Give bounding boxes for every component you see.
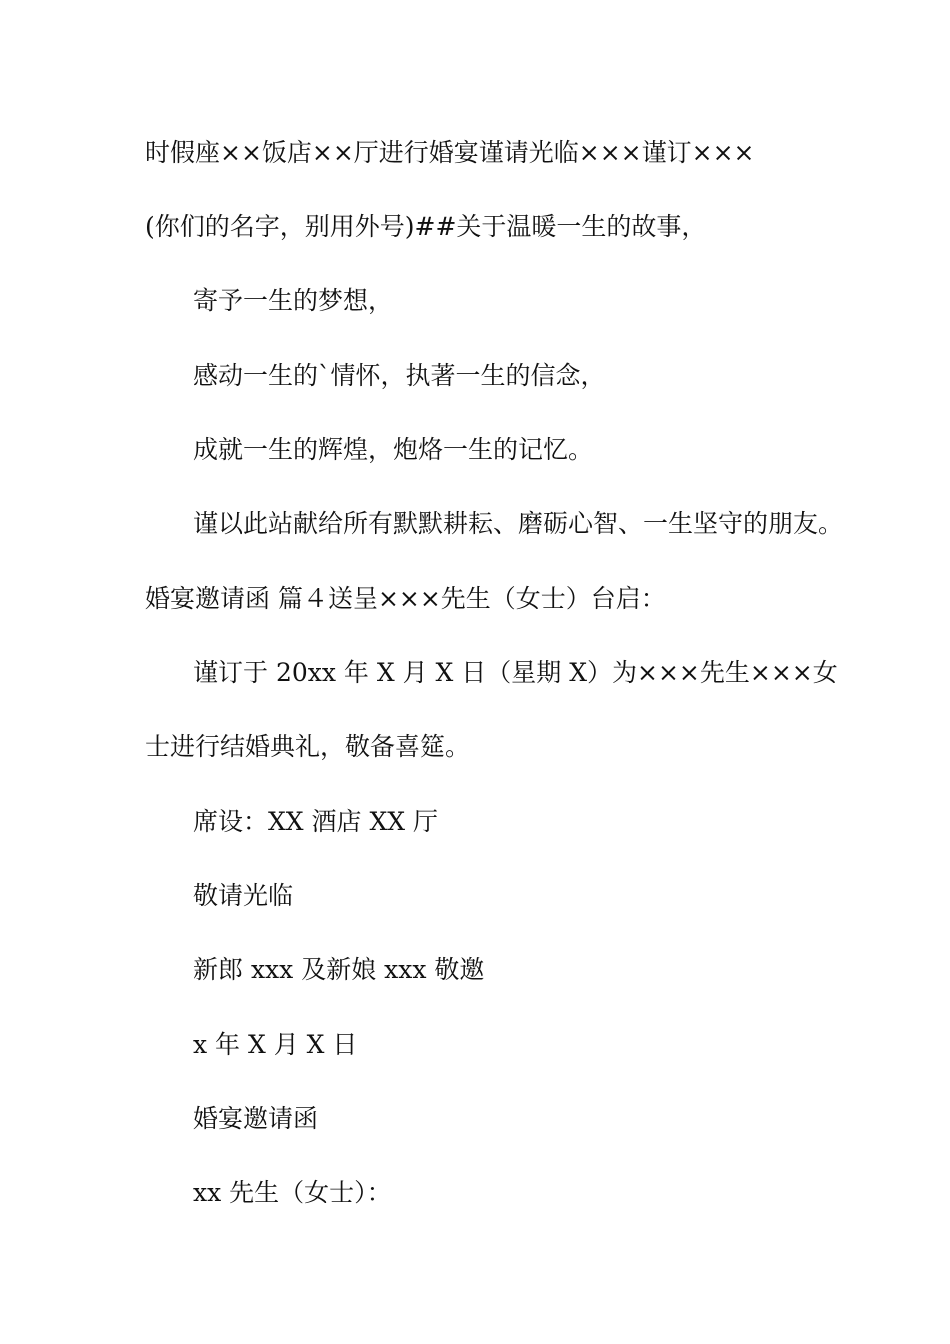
section-heading-line: 婚宴邀请函 篇４送呈×××先生（女士）台启：: [145, 584, 666, 613]
salutation-line: xx 先生（女士）：: [193, 1178, 392, 1207]
text-line-1: 时假座××饭店××厅进行婚宴谨请光临×××谨订×××: [145, 138, 755, 167]
text-line-9: 士进行结婚典礼，敬备喜筵。: [145, 732, 471, 761]
text-line-4: 感动一生的`情怀，执著一生的信念，: [193, 361, 606, 390]
venue-line: 席设：XX 酒店 XX 厅: [193, 807, 439, 836]
text-line-5: 成就一生的辉煌，炮烙一生的记忆。: [193, 435, 594, 464]
text-line-3: 寄予一生的梦想，: [193, 286, 394, 315]
signature-line: 新郎 xxx 及新娘 xxx 敬邀: [193, 955, 485, 984]
date-line: x 年 X 月 X 日: [193, 1030, 358, 1059]
text-line-8: 谨订于 20xx 年 X 月 X 日（星期 X）为×××先生×××女: [193, 658, 838, 687]
letter-title: 婚宴邀请函: [193, 1104, 319, 1133]
invitation-phrase: 敬请光临: [193, 881, 294, 910]
text-line-2: (你们的名字，别用外号)##关于温暖一生的故事，: [145, 212, 707, 241]
text-line-6: 谨以此站献给所有默默耕耘、磨砺心智、一生坚守的朋友。: [193, 509, 844, 538]
